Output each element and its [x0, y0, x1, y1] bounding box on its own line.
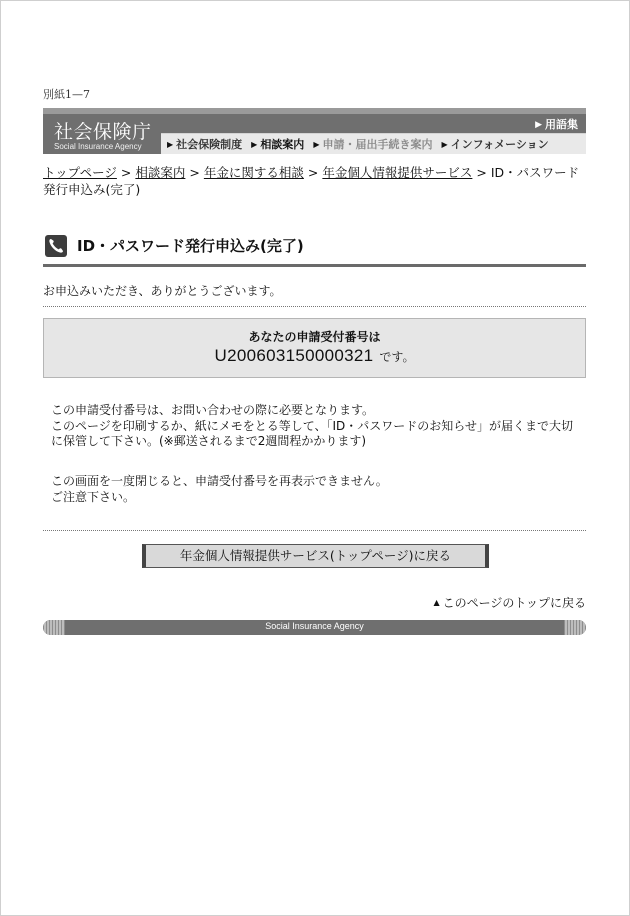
breadcrumb-link-consultation[interactable]: 相談案内	[135, 165, 186, 180]
page-title: ID・パスワード発行申込み(完了)	[77, 237, 304, 255]
nav-item-label: インフォメーション	[450, 138, 549, 151]
warning-line: この画面を一度閉じると、申請受付番号を再表示できません。	[51, 474, 388, 488]
glossary-bar	[161, 114, 586, 133]
global-nav	[161, 133, 586, 154]
play-arrow-icon: ▶	[535, 120, 542, 130]
info-paragraph	[51, 403, 586, 450]
nav-item-information[interactable]	[441, 136, 548, 152]
page-title-bar	[43, 232, 586, 267]
nav-arrow-icon: ▶	[313, 140, 320, 149]
nav-item-label: 相談案内	[260, 138, 305, 151]
site-logo[interactable]	[43, 114, 161, 154]
nav-arrow-icon: ▶	[251, 140, 258, 149]
breadcrumb-separator: >	[120, 165, 132, 180]
warning-line: ご注意下さい。	[51, 489, 136, 504]
info-line: このページを印刷するか、紙にメモをとる等して、「ID・パスワードのお知らせ」が届くまで大切	[51, 418, 573, 433]
logo-japanese-text: 社会保険庁	[54, 121, 152, 143]
return-to-service-top-button[interactable]: 年金個人情報提供サービス(トップページ)に戻る	[142, 544, 489, 568]
breadcrumb-link-top[interactable]: トップページ	[43, 165, 117, 180]
divider	[43, 530, 586, 531]
back-to-page-top-link[interactable]	[433, 594, 586, 611]
site-header	[43, 108, 586, 154]
info-line: に保管して下さい。(※郵送されるまで2週間程かかります)	[51, 434, 367, 448]
receipt-box	[43, 318, 586, 378]
breadcrumb-link-pension-service[interactable]: 年金個人情報提供サービス	[322, 165, 473, 180]
back-to-top-label: このページのトップに戻る	[442, 596, 586, 610]
nav-arrow-icon: ▶	[441, 140, 448, 149]
nav-arrow-icon: ▶	[167, 140, 174, 149]
divider	[43, 306, 586, 307]
up-triangle-icon: ▲	[433, 598, 440, 607]
breadcrumb-separator: >	[476, 165, 487, 180]
breadcrumb	[43, 164, 588, 198]
breadcrumb-link-pension-consultation[interactable]: 年金に関する相談	[203, 165, 304, 180]
nav-item-applications[interactable]	[313, 136, 432, 152]
site-footer	[43, 620, 586, 635]
footer-text: Social Insurance Agency	[265, 621, 364, 631]
nav-item-consultation[interactable]	[251, 136, 304, 152]
nav-item-label: 社会保険制度	[176, 138, 243, 151]
breadcrumb-separator: >	[307, 165, 319, 180]
nav-item-insurance-system[interactable]	[167, 136, 242, 152]
receipt-number: U200603150000321	[214, 346, 374, 365]
receipt-number-line	[44, 346, 585, 366]
warning-paragraph	[51, 474, 586, 505]
breadcrumb-current: ID・パスワード発行申込み(完了)	[43, 165, 580, 197]
breadcrumb-separator: >	[189, 165, 200, 180]
thank-you-message: お申込みいただき、ありがとうございます。	[43, 284, 282, 298]
document-label: 別紙1—7	[43, 88, 90, 101]
telephone-icon	[45, 235, 67, 257]
receipt-suffix: です。	[379, 350, 415, 364]
info-line: この申請受付番号は、お問い合わせの際に必要となります。	[51, 403, 375, 417]
receipt-label: あなたの申請受付番号は	[248, 330, 381, 344]
nav-item-label: 申請・届出手続き案内	[322, 138, 433, 151]
glossary-link[interactable]	[535, 116, 578, 132]
glossary-label: 用語集	[545, 118, 578, 131]
logo-english-text: Social Insurance Agency	[54, 142, 142, 151]
